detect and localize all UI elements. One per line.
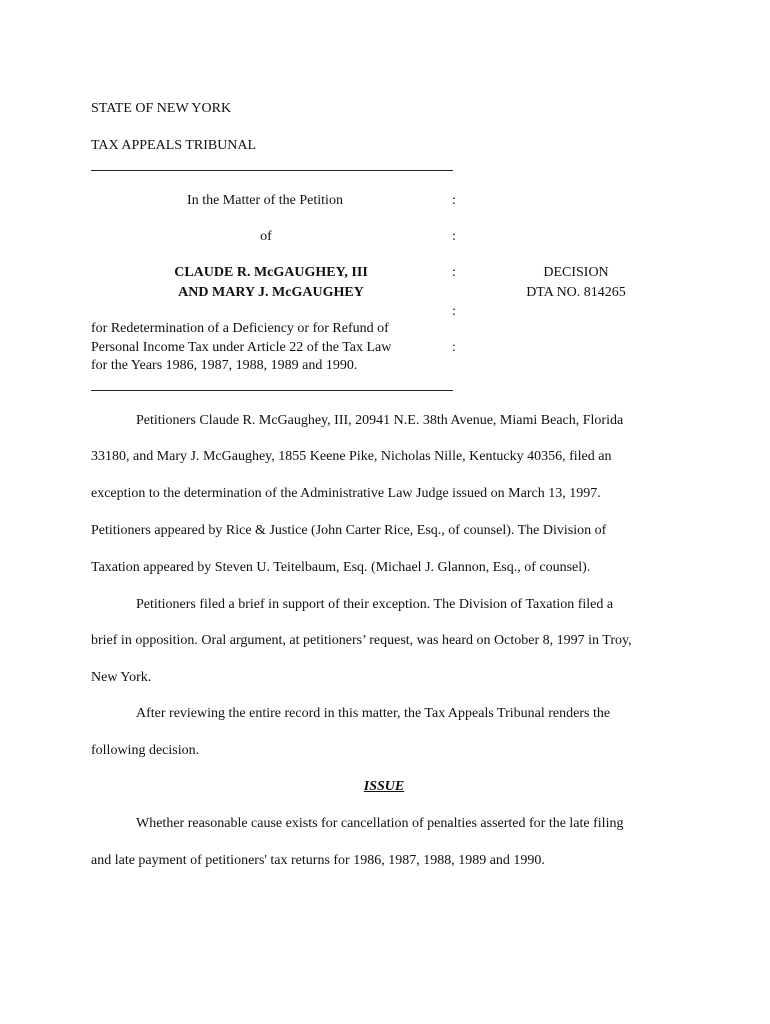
caption-matter: In the Matter of the Petition: [187, 193, 343, 208]
state-heading: STATE OF NEW YORK: [91, 101, 232, 116]
paragraph-line: 33180, and Mary J. McGaughey, 1855 Keene Pike, Nicholas Nille, Kentucky 40356, filed an: [91, 449, 612, 464]
caption-colon: :: [452, 193, 456, 208]
caption-of: of: [260, 229, 272, 244]
issue-heading: ISSUE: [363, 779, 405, 794]
caption-bottom-rule: [91, 390, 453, 391]
caption-colon: :: [452, 229, 456, 244]
paragraph-line: After reviewing the entire record in this matter, the Tax Appeals Tribunal renders the: [136, 706, 611, 721]
paragraph-line: and late payment of petitioners' tax returns for 1986, 1987, 1988, 1989 and 1990.: [91, 853, 545, 868]
petitioner-name-1: CLAUDE R. McGAUGHEY, III: [174, 265, 368, 280]
paragraph-line: Petitioners Claude R. McGaughey, III, 20941 N.E. 38th Avenue, Miami Beach, Florida: [136, 413, 624, 428]
paragraph-line: exception to the determination of the Administrative Law Judge issued on March 13, 1997.: [91, 486, 601, 501]
caption-colon: :: [452, 265, 456, 280]
caption-colon: :: [452, 304, 456, 319]
paragraph-line: Whether reasonable cause exists for cancellation of penalties asserted for the late filing: [136, 816, 624, 831]
decision-label: DECISION: [543, 265, 609, 280]
paragraph-line: brief in opposition. Oral argument, at petitioners’ request, was heard on October 8, 1997 in Troy,: [91, 633, 632, 648]
caption-top-rule: [91, 170, 453, 171]
paragraph-line: Petitioners filed a brief in support of their exception. The Division of Taxation filed a: [136, 597, 614, 612]
caption-purpose-line: for Redetermination of a Deficiency or for Refund of: [91, 321, 389, 336]
paragraph-line: following decision.: [91, 743, 200, 758]
caption-purpose-line: for the Years 1986, 1987, 1988, 1989 and 1990.: [91, 358, 358, 373]
decision-number: DTA NO. 814265: [526, 285, 626, 300]
tribunal-heading: TAX APPEALS TRIBUNAL: [91, 138, 257, 153]
caption-colon: :: [452, 340, 456, 355]
paragraph-line: Taxation appeared by Steven U. Teitelbaum, Esq. (Michael J. Glannon, Esq., of counsel).: [91, 560, 591, 575]
petitioner-name-2: AND MARY J. McGAUGHEY: [178, 285, 364, 300]
caption-purpose-line: Personal Income Tax under Article 22 of the Tax Law: [91, 340, 392, 355]
paragraph-line: New York.: [91, 670, 152, 685]
paragraph-line: Petitioners appeared by Rice & Justice (John Carter Rice, Esq., of counsel). The Division of: [91, 523, 607, 538]
